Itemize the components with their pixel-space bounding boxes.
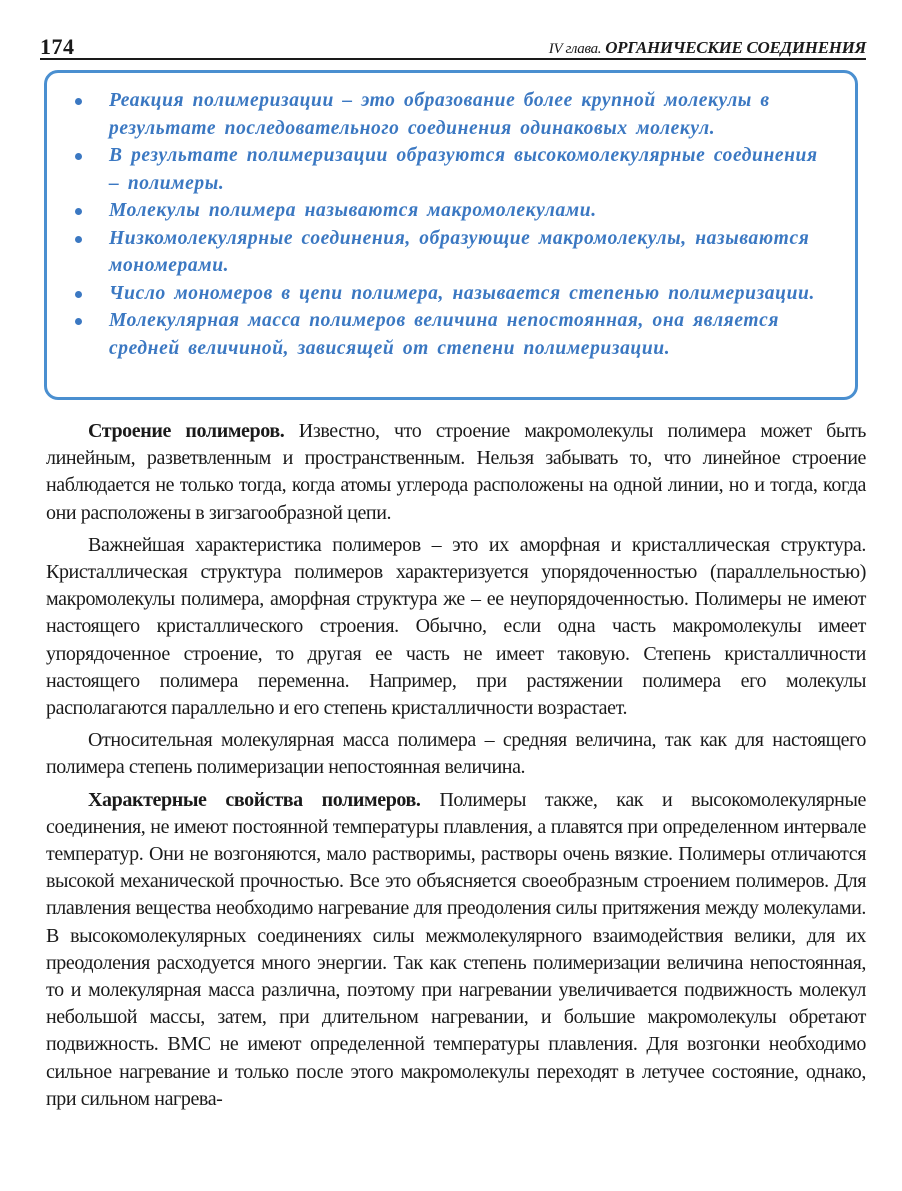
page-header	[40, 34, 866, 60]
summary-item	[69, 142, 835, 197]
summary-text: В результате полимеризации образуются высокомолекулярные соединения – полимеры.	[109, 145, 818, 194]
chapter-title: ОРГАНИЧЕСКИЕ СОЕДИНЕНИЯ	[605, 38, 866, 57]
page-number: 174	[40, 34, 75, 59]
summary-text: Низкомолекулярные соединения, образующие макромолекулы, называются	[109, 227, 810, 249]
summary-item	[69, 307, 835, 362]
body-text	[46, 418, 866, 1118]
summary-item	[69, 87, 835, 142]
paragraph	[46, 787, 866, 1113]
chapter-label: IV глава.	[548, 41, 602, 57]
running-head	[549, 38, 866, 58]
paragraph	[46, 532, 866, 722]
bullet-icon	[75, 318, 82, 325]
bullet-icon	[75, 291, 82, 298]
paragraph-lead: Характерные свойства полимеров.	[88, 788, 421, 811]
summary-text: Молекулярная масса полимеров величина непостоянная, она является средней величиной, зависящей от степени полимеризации.	[109, 310, 779, 359]
summary-text: Реакция полимеризации – это образование более крупной молекулы в результате последовательного соединения одинаковых молекул.	[109, 90, 770, 139]
bullet-icon	[75, 236, 82, 243]
paragraph-text: Относительная молекулярная масса полимера – средняя величина, так как для настоящего полимера степень полимеризации непостоянная величина.	[46, 729, 866, 779]
summary-item	[69, 197, 835, 225]
summary-text-after: .	[223, 255, 230, 276]
paragraph-text: Полимеры также, как и высокомолекулярные соединения, не имеют постоянной температуры плавления, а плавятся при определенном интервале температур. Они не возгоняются, мало растворимы, растворы очень вязкие. Полимеры отличаются высокой механической прочностью. Все это объясняется своеобразным строением полимеров. Для плавления вещества необходимо нагревание для преодоления силы притяжения между молекулами. В высокомолекулярных соединениях силы межмолекулярного взаимодействия велики, для их преодоления расходуется много энергии. Так как степень полимеризации величина непостоянная, то и молекулярная масса различна, поэтому при нагревании увеличивается подвижность молекул небольшой массы, затем, при длительном нагревании, и большие макромолекулы обретают подвижность. ВМС не имеют определенной температуры плавления. Для возгонки необходимо сильное нагревание и только после этого макромолекулы переходят в летучее состояние, однако, при сильном нагрева-	[46, 788, 866, 1110]
paragraph	[46, 418, 866, 527]
summary-text: Число мономеров в цепи	[109, 282, 352, 304]
paragraph-text: Важнейшая характеристика полимеров – это их аморфная и кристаллическая структура. Кристаллическая структура полимеров характеризуется упорядоченностью (параллельностью) макромолекулы полимера, аморфная структура же – ее неупорядоченностью. Полимеры не имеют настоящего кристаллического строения. Обычно, если одна часть макромолекулы имеет упорядоченное строение, то другая ее часть не имеет таковую. Степень кристалличности настоящего полимера переменна. Например, при растяжении полимера его молекулы располагаются параллельно и его степень кристалличности возрастает.	[46, 533, 866, 720]
summary-list	[47, 73, 855, 362]
paragraph-lead: Строение полимеров.	[88, 420, 285, 442]
bullet-icon	[75, 98, 82, 105]
summary-item	[69, 225, 835, 280]
paragraph	[46, 727, 866, 781]
bullet-icon	[75, 208, 82, 215]
summary-text: Молекулы полимера называются макромолекулами.	[109, 200, 597, 221]
summary-text-after: , называется степенью полимеризации.	[438, 282, 815, 304]
summary-term: полимера	[351, 282, 439, 304]
bullet-icon	[75, 153, 82, 160]
summary-item	[69, 280, 835, 308]
paragraph-text: Известно, что строение макромолекулы полимера может быть линейным, разветвленным и пространственным. Нельзя забывать то, что линейное строение наблюдается не только тогда, когда атомы углерода расположены на одной линии, но и тогда, когда они расположены в зигзагообразной цепи.	[46, 420, 866, 524]
summary-box	[44, 70, 858, 400]
summary-term: мономерами	[109, 255, 224, 276]
